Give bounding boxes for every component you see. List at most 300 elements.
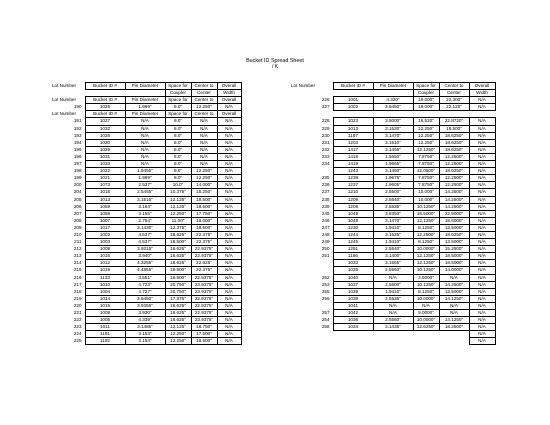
cell-bucket (333, 90, 373, 97)
cell-bucket: 1186 (333, 253, 373, 260)
cell-pin (373, 111, 413, 118)
cell-bucket: 1040 (333, 274, 373, 281)
left-table (51, 82, 242, 345)
cell-overall: N/A (217, 246, 241, 253)
table-row (51, 239, 241, 246)
cell-bucket: 1029 (85, 146, 125, 153)
table-row (290, 90, 495, 97)
right-table (290, 82, 496, 345)
cell-pin: 3.1485" (125, 324, 165, 331)
cell-pin: 2.5560" (373, 317, 413, 324)
cell-pin: 3.155" (125, 210, 165, 217)
table-row (290, 97, 495, 104)
cell-spacer: 10.0000" (413, 246, 439, 253)
cell-pin: 4.4855" (125, 267, 165, 274)
table-row (290, 295, 495, 302)
cell-overall: N/A (469, 260, 495, 267)
cell-spacer: N/A (413, 302, 439, 309)
cell-center: 15.250" (191, 189, 217, 196)
cell-bucket: 1038 (333, 295, 373, 302)
cell-pin: N/A (373, 274, 413, 281)
cell-center: 14.0000" (439, 267, 469, 274)
cell-pin: 3.1565" (373, 260, 413, 267)
cell-overall: N/A (217, 295, 241, 302)
table-row (51, 118, 241, 125)
cell-bucket: 1011 (85, 324, 125, 331)
cell-bucket: 1002 (85, 231, 125, 238)
cell-center: 18.6250" (439, 132, 469, 139)
cell-spacer: 18.625" (165, 317, 191, 324)
cell-spacer: 12.1250" (413, 146, 439, 153)
cell-center: 18.6250" (439, 146, 469, 153)
cell-spacer: 20.750" (165, 288, 191, 295)
cell-overall: Width (217, 90, 241, 97)
cell-bucket: 1014 (85, 295, 125, 302)
cell-center: 18.500" (439, 125, 469, 132)
cell-pin: 2.5600" (373, 281, 413, 288)
cell-pin (125, 90, 165, 97)
cell-lot: 222 (73, 317, 82, 323)
cell-center: Center (439, 90, 469, 97)
cell-bucket: 1025 (85, 104, 125, 111)
cell-center: 13.5000" (439, 224, 469, 231)
cell-pin: 3.1460" (373, 168, 413, 175)
cell-bucket: 1017 (85, 224, 125, 231)
cell-center: 12.2500" (439, 161, 469, 168)
cell-bucket: 1023 (333, 118, 373, 125)
table-row (290, 146, 495, 153)
cell-overall: N/A (469, 246, 495, 253)
cell-center: 14.000" (191, 182, 217, 189)
table-row (290, 139, 495, 146)
cell-overall: N/A (469, 317, 495, 324)
cell-pin: 4.727" (125, 288, 165, 295)
cell-bucket: 1015 (85, 302, 125, 309)
cell-spacer: 18.625" (165, 260, 191, 267)
cell-pin: 2.537" (125, 182, 165, 189)
cell-bucket: Bucket ID # (85, 83, 125, 90)
cell-bucket: 1049 (333, 210, 373, 217)
cell-bucket: 1210 (333, 189, 373, 196)
cell-bucket: 1048 (333, 217, 373, 224)
cell-spacer: 10.0000" (413, 317, 439, 324)
cell-spacer: 10.0000" (413, 295, 439, 302)
cell-center: 23.9375" (191, 281, 217, 288)
cell-pin: 2.5540" (373, 196, 413, 203)
cell-overall: N/A (469, 125, 495, 132)
cell-center: N/A (191, 146, 217, 153)
table-row (51, 161, 241, 168)
cell-bucket: 1008 (85, 246, 125, 253)
table-row (51, 331, 241, 338)
cell-spacer: 16.625" (165, 302, 191, 309)
cell-lot (290, 168, 333, 175)
cell-lot: 204 (73, 189, 82, 195)
cell-lot: 200 (73, 182, 82, 188)
cell-pin: 3.9315" (125, 246, 165, 253)
cell-lot: Lot Number (52, 83, 77, 88)
cell-center: 22.300" (439, 97, 469, 104)
cell-pin: 4.3255" (125, 260, 165, 267)
cell-center: Center to (191, 97, 217, 104)
cell-lot: 226 (321, 97, 330, 103)
cell-pin: 3.9355" (125, 302, 165, 309)
cell-pin: 3.1470" (373, 132, 413, 139)
cell-center: 18.500" (191, 338, 217, 345)
cell-pin (373, 338, 413, 345)
cell-center: 12.2500" (439, 153, 469, 160)
cell-center: 22.9375" (191, 274, 217, 281)
cell-overall: N/A (217, 189, 241, 196)
cell-overall: N/A (469, 203, 495, 210)
cell-pin: N/A (125, 146, 165, 153)
cell-overall: N/A (469, 182, 495, 189)
cell-bucket: 1208 (333, 203, 373, 210)
cell-center: 12.250" (191, 168, 217, 175)
cell-bucket: 1244 (333, 231, 373, 238)
table-row (51, 224, 241, 231)
cell-pin: 4.723" (125, 281, 165, 288)
cell-center (439, 111, 469, 118)
table-row (51, 310, 241, 317)
cell-center: 12.2500" (439, 182, 469, 189)
cell-overall: N/A (217, 338, 241, 345)
cell-center: 22.9000" (439, 210, 469, 217)
cell-bucket: 1027 (85, 118, 125, 125)
cell-lot: 214 (73, 260, 82, 266)
cell-bucket: 1192 (85, 338, 125, 345)
cell-lot: 251 (321, 253, 330, 259)
cell-center: Center to (191, 83, 217, 90)
cell-overall: N/A (217, 132, 241, 139)
cell-lot: 190 (73, 104, 82, 110)
cell-lot: 209 (73, 224, 82, 230)
cell-bucket: 1007 (85, 217, 125, 224)
cell-bucket: Bucket ID # (85, 97, 125, 104)
table-row (51, 267, 241, 274)
cell-lot: 213 (73, 253, 82, 259)
cell-pin: 1.9455" (125, 168, 165, 175)
cell-overall: N/A (469, 231, 495, 238)
table-row (290, 288, 495, 295)
cell-bucket: 1197 (333, 132, 373, 139)
table-row (290, 217, 495, 224)
cell-center: 14.2500" (439, 281, 469, 288)
cell-bucket: 1073 (85, 182, 125, 189)
table-row (290, 267, 495, 274)
cell-lot (290, 111, 333, 118)
table-row (290, 246, 495, 253)
cell-spacer: 8.0" (165, 132, 191, 139)
cell-pin: 3.930" (125, 310, 165, 317)
table-row (290, 161, 495, 168)
cell-center: N/A (191, 118, 217, 125)
cell-lot: 234 (321, 161, 330, 167)
cell-overall: N/A (217, 175, 241, 182)
cell-lot: 228 (321, 118, 330, 124)
cell-pin: Pin Diameter (125, 111, 165, 118)
cell-bucket: 1237 (333, 182, 373, 189)
cell-pin: 2.5535" (373, 295, 413, 302)
cell-center: 12.2500" (439, 175, 469, 182)
cell-spacer: 8.0" (165, 146, 191, 153)
cell-spacer: 12.250" (413, 125, 439, 132)
cell-lot: 235 (321, 175, 330, 181)
cell-lot: 206 (73, 203, 82, 209)
cell-lot: 248 (321, 231, 330, 237)
cell-pin: N/A (125, 125, 165, 132)
cell-pin: 3.940" (125, 253, 165, 260)
cell-bucket: 1243 (333, 168, 373, 175)
cell-pin: N/A (373, 310, 413, 317)
table-row (51, 90, 241, 97)
cell-overall: N/A (469, 331, 495, 338)
cell-center (439, 338, 469, 345)
table-row (51, 175, 241, 182)
cell-bucket: 1001 (333, 97, 373, 104)
cell-center: N/A (191, 153, 217, 160)
cell-lot (290, 302, 333, 309)
cell-overall: N/A (469, 175, 495, 182)
cell-overall: N/A (217, 331, 241, 338)
cell-center: 22.9375" (191, 253, 217, 260)
table-row (51, 217, 241, 224)
cell-center: 12.250" (191, 175, 217, 182)
cell-center: 22.9375" (191, 302, 217, 309)
cell-overall: N/A (217, 288, 241, 295)
table-row (290, 260, 495, 267)
table-row (51, 182, 241, 189)
cell-pin: 3.1400" (373, 253, 413, 260)
cell-overall: N/A (469, 281, 495, 288)
table-row (290, 331, 495, 338)
table-row (51, 317, 241, 324)
cell-center: 12.250" (191, 104, 217, 111)
cell-center: 22.375" (191, 239, 217, 246)
cell-spacer: 8.0" (165, 139, 191, 146)
cell-spacer: 17.375" (165, 295, 191, 302)
cell-pin: 3.1525" (373, 231, 413, 238)
cell-lot: 236 (321, 182, 330, 188)
cell-spacer: 16.625" (165, 253, 191, 260)
cell-spacer: Space for (413, 83, 439, 90)
cell-pin: 2.754" (125, 217, 165, 224)
cell-center: 18.5000" (439, 260, 469, 267)
cell-center: 18.500" (191, 224, 217, 231)
cell-center: 17.500" (191, 331, 217, 338)
cell-bucket (85, 90, 125, 97)
cell-bucket: 1042 (333, 310, 373, 317)
cell-pin: N/A (125, 139, 165, 146)
cell-bucket: 1009 (85, 310, 125, 317)
table-row (51, 111, 241, 118)
cell-spacer: 8.0" (165, 161, 191, 168)
cell-overall: N/A (217, 210, 241, 217)
cell-bucket: 1230 (333, 224, 373, 231)
cell-spacer: 12.125" (165, 203, 191, 210)
cell-lot: 219 (73, 295, 82, 301)
cell-pin: 1.969" (125, 104, 165, 111)
cell-center: 22.125" (439, 104, 469, 111)
cell-overall: N/A (469, 310, 495, 317)
cell-bucket: 1010 (85, 281, 125, 288)
cell-spacer: 12.1250" (413, 260, 439, 267)
cell-overall: N/A (469, 267, 495, 274)
cell-pin: 3.8350" (373, 210, 413, 217)
cell-pin: 3.1435" (373, 324, 413, 331)
cell-lot: 230 (321, 132, 330, 138)
cell-center: 18.2500" (439, 324, 469, 331)
cell-lot: 195 (73, 146, 82, 152)
cell-spacer: 8.0" (165, 168, 191, 175)
cell-lot: 238 (321, 196, 330, 202)
cell-pin: Pin Diameter (373, 83, 413, 90)
cell-lot: 192 (73, 125, 82, 131)
cell-bucket (333, 338, 373, 345)
cell-bucket: 1418 (333, 153, 373, 160)
cell-spacer: 12.375" (165, 224, 191, 231)
table-row (290, 83, 495, 90)
cell-bucket: 1019 (85, 267, 125, 274)
cell-spacer: 18.500" (165, 239, 191, 246)
cell-pin: N/A (125, 118, 165, 125)
cell-bucket: 1035 (333, 267, 373, 274)
cell-pin: 3.154" (125, 338, 165, 345)
cell-lot: 232 (321, 146, 330, 152)
cell-overall: N/A (217, 182, 241, 189)
cell-lot: 258 (321, 324, 330, 330)
cell-bucket: Bucket ID # (85, 111, 125, 118)
table-row (290, 210, 495, 217)
cell-center: 18.6250" (439, 168, 469, 175)
cell-pin: 1.9410" (373, 224, 413, 231)
cell-pin: 3.9450" (373, 104, 413, 111)
cell-pin: 3.1530" (373, 125, 413, 132)
cell-overall: N/A (469, 302, 495, 309)
cell-overall: N/A (217, 168, 241, 175)
cell-overall: N/A (217, 310, 241, 317)
cell-lot: 197 (73, 161, 82, 167)
cell-center: 23.9375" (191, 317, 217, 324)
cell-center: Center to (191, 111, 217, 118)
cell-center: 14.1250" (439, 317, 469, 324)
cell-spacer: 12.0500" (413, 168, 439, 175)
cell-bucket: 1030 (85, 139, 125, 146)
cell-pin: 1.9410" (373, 239, 413, 246)
cell-bucket: 1203 (333, 139, 373, 146)
cell-overall: N/A (469, 295, 495, 302)
cell-pin: N/A (125, 161, 165, 168)
cell-spacer: Space for (165, 111, 191, 118)
cell-lot: 225 (73, 338, 82, 344)
cell-pin: 2.5455" (125, 189, 165, 196)
cell-lot: 229 (321, 125, 330, 131)
cell-spacer: 7.8750" (413, 161, 439, 168)
table-row (290, 118, 495, 125)
cell-spacer: Coupler (413, 90, 439, 97)
table-row (290, 153, 495, 160)
cell-bucket: 1245 (333, 239, 373, 246)
cell-lot: 220 (73, 302, 82, 308)
cell-spacer: 10.000" (413, 189, 439, 196)
cell-overall: N/A (217, 324, 241, 331)
cell-spacer: 18.625" (165, 231, 191, 238)
cell-center: 18.6250" (439, 231, 469, 238)
cell-overall: N/A (217, 239, 241, 246)
cell-lot: 199 (73, 175, 82, 181)
cell-bucket: 1016 (85, 253, 125, 260)
cell-lot: 191 (73, 118, 82, 124)
cell-spacer: 12.250" (165, 338, 191, 345)
cell-lot: 207 (73, 210, 82, 216)
cell-lot: 196 (73, 153, 82, 159)
cell-center: 18.750" (191, 324, 217, 331)
cell-bucket: 1033 (333, 260, 373, 267)
cell-lot (290, 90, 333, 97)
cell-pin: Pin Diameter (125, 83, 165, 90)
cell-lot: 208 (73, 217, 82, 223)
cell-spacer: 11.00" (165, 217, 191, 224)
cell-bucket: 1133 (85, 274, 125, 281)
cell-center: Center (191, 90, 217, 97)
cell-pin: 4.320" (373, 97, 413, 104)
cell-center: 22.375" (191, 231, 217, 238)
cell-overall: N/A (217, 125, 241, 132)
cell-spacer: 12.125" (165, 324, 191, 331)
cell-lot: 205 (73, 196, 82, 202)
table-row (290, 125, 495, 132)
cell-spacer (413, 338, 439, 345)
cell-pin: 4.537" (125, 231, 165, 238)
cell-lot: 250 (321, 246, 330, 252)
cell-lot: 221 (73, 310, 82, 315)
table-row (290, 239, 495, 246)
cell-overall: Overall (217, 83, 241, 90)
cell-pin: 3.5000" (373, 118, 413, 125)
table-row (290, 224, 495, 231)
cell-overall: N/A (469, 324, 495, 331)
table-row (290, 189, 495, 196)
cell-lot: 212 (73, 246, 82, 252)
table-row (51, 97, 241, 104)
cell-lot: 194 (73, 139, 82, 145)
cell-lot: 210 (73, 231, 82, 237)
cell-bucket: 1039 (333, 288, 373, 295)
table-row (51, 295, 241, 302)
cell-lot: 223 (73, 324, 82, 330)
cell-lot: 198 (73, 168, 82, 174)
cell-spacer: 16.625" (165, 310, 191, 317)
cell-center (439, 331, 469, 338)
cell-overall: N/A (217, 302, 241, 309)
cell-spacer: 12.250" (413, 132, 439, 139)
table-row (51, 302, 241, 309)
cell-pin: 3.1515" (125, 196, 165, 203)
cell-overall: N/A (469, 253, 495, 260)
cell-lot: 193 (73, 132, 82, 138)
cell-overall: N/A (217, 224, 241, 231)
cell-center: 22.9375" (191, 310, 217, 317)
cell-center: 18.500" (191, 203, 217, 210)
cell-overall (469, 111, 495, 118)
sheet-title: Bucket ID Spread Sheet (246, 58, 304, 64)
cell-spacer: 16.500" (165, 274, 191, 281)
cell-overall: N/A (217, 281, 241, 288)
cell-overall: N/A (217, 146, 241, 153)
cell-overall: N/A (469, 132, 495, 139)
cell-center: 15.2500" (439, 246, 469, 253)
cell-pin: 2.5540" (373, 246, 413, 253)
